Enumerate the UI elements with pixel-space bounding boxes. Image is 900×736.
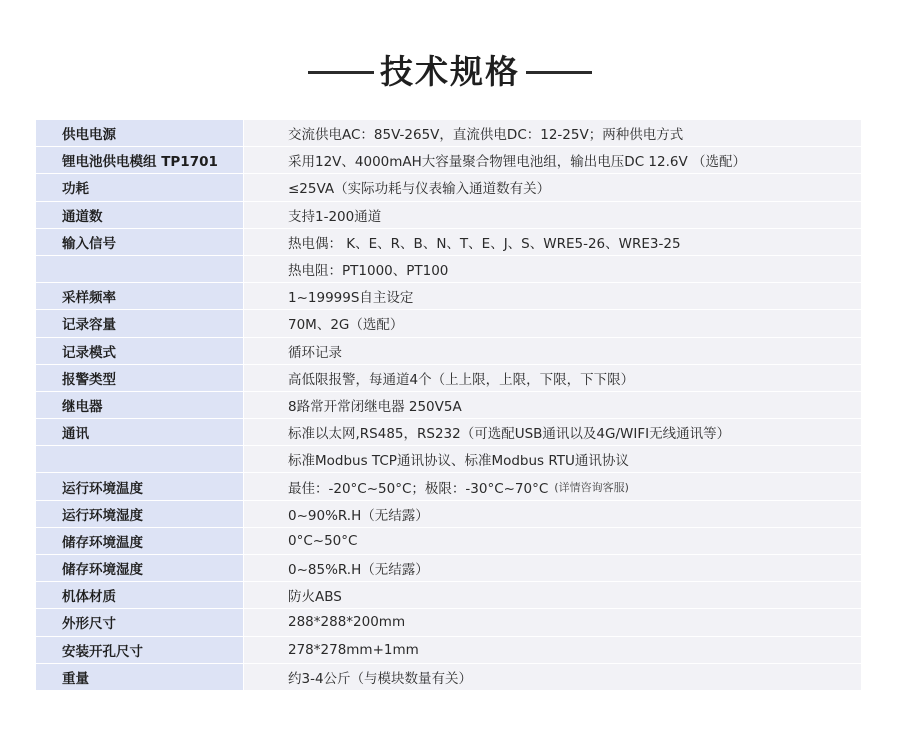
spec-value-text: 70M、2G（选配） xyxy=(288,317,404,334)
spec-value xyxy=(244,528,861,554)
spec-value-text: 交流供电AC：85V-265V，直流供电DC：12-25V；两种供电方式 xyxy=(288,127,684,144)
spec-value xyxy=(244,501,861,527)
spec-label: 报警类型 xyxy=(36,365,243,391)
spec-value-text: ≤25VA（实际功耗与仪表输入通道数有关） xyxy=(288,181,551,198)
table-row xyxy=(36,637,861,664)
spec-label: 记录容量 xyxy=(36,310,243,336)
spec-label: 储存环境温度 xyxy=(36,528,243,554)
spec-table xyxy=(36,120,861,691)
spec-value xyxy=(244,637,861,663)
spec-value xyxy=(244,283,861,309)
spec-label: 通道数 xyxy=(36,202,243,228)
table-row xyxy=(36,582,861,609)
spec-label: 运行环境湿度 xyxy=(36,501,243,527)
spec-label xyxy=(36,446,243,472)
spec-label: 安装开孔尺寸 xyxy=(36,637,243,663)
spec-value xyxy=(244,174,861,200)
table-row xyxy=(36,555,861,582)
spec-label xyxy=(36,256,243,282)
spec-value-text: 0~90%R.H（无结露） xyxy=(288,507,429,524)
spec-value-text: 采用12V、4000mAH大容量聚合物锂电池组，输出电压DC 12.6V （选配） xyxy=(288,154,747,171)
table-row xyxy=(36,419,861,446)
spec-label: 记录模式 xyxy=(36,338,243,364)
spec-value xyxy=(244,582,861,608)
spec-value xyxy=(244,609,861,635)
table-row xyxy=(36,392,861,419)
spec-label: 储存环境湿度 xyxy=(36,555,243,581)
spec-value-text: 标准以太网,RS485，RS232（可选配USB通讯以及4G/WIFI无线通讯等） xyxy=(288,426,731,443)
table-row xyxy=(36,365,861,392)
spec-value-text: 热电阻：PT1000、PT100 xyxy=(288,263,449,280)
table-row xyxy=(36,147,861,174)
spec-value xyxy=(244,310,861,336)
spec-label: 重量 xyxy=(36,664,243,690)
spec-value-text: 循环记录 xyxy=(288,344,342,361)
table-row xyxy=(36,202,861,229)
spec-value-text: 热电偶： K、E、R、B、N、T、E、J、S、WRE5-26、WRE3-25 xyxy=(288,235,681,252)
spec-value-text: 8路常开常闭继电器 250V5A xyxy=(288,398,462,415)
table-row xyxy=(36,501,861,528)
spec-value-text: 标准Modbus TCP通讯协议、标准Modbus RTU通讯协议 xyxy=(288,453,629,470)
spec-value xyxy=(244,419,861,445)
table-row xyxy=(36,446,861,473)
spec-value xyxy=(244,202,861,228)
spec-label: 运行环境温度 xyxy=(36,473,243,499)
spec-value-text: 防火ABS xyxy=(288,589,342,606)
title-left-dash xyxy=(308,71,374,74)
table-row xyxy=(36,310,861,337)
page-title: 技术规格 xyxy=(380,52,520,91)
table-row xyxy=(36,338,861,365)
table-row xyxy=(36,229,861,256)
spec-value xyxy=(244,446,861,472)
spec-label: 外形尺寸 xyxy=(36,609,243,635)
table-row xyxy=(36,664,861,691)
section-title xyxy=(0,40,900,104)
spec-value xyxy=(244,120,861,146)
spec-label: 功耗 xyxy=(36,174,243,200)
spec-label: 锂电池供电模组 TP1701 xyxy=(36,147,243,173)
spec-label: 通讯 xyxy=(36,419,243,445)
spec-value xyxy=(244,256,861,282)
table-row xyxy=(36,528,861,555)
spec-label: 继电器 xyxy=(36,392,243,418)
spec-note: (详情咨询客服) xyxy=(554,480,629,494)
spec-value xyxy=(244,555,861,581)
title-right-dash xyxy=(526,71,592,74)
spec-value xyxy=(244,365,861,391)
spec-value xyxy=(244,664,861,690)
table-row xyxy=(36,174,861,201)
spec-value-text: 278*278mm+1mm xyxy=(288,641,419,658)
spec-value xyxy=(244,392,861,418)
spec-label: 供电电源 xyxy=(36,120,243,146)
spec-value-text: 0°C~50°C xyxy=(288,532,358,549)
spec-value xyxy=(244,147,861,173)
table-row xyxy=(36,120,861,147)
spec-label: 机体材质 xyxy=(36,582,243,608)
spec-value-text: 最佳：-20°C~50°C；极限：-30°C~70°C xyxy=(288,480,549,497)
spec-label: 输入信号 xyxy=(36,229,243,255)
spec-value-text: 1~19999S自主设定 xyxy=(288,290,414,307)
spec-value xyxy=(244,338,861,364)
spec-value-text: 高低限报警，每通道4个（上上限，上限，下限，下下限） xyxy=(288,371,635,388)
table-row xyxy=(36,609,861,636)
table-row xyxy=(36,256,861,283)
spec-value-text: 约3-4公斤（与模块数量有关） xyxy=(288,670,473,687)
spec-label: 采样频率 xyxy=(36,283,243,309)
spec-value xyxy=(244,229,861,255)
table-row xyxy=(36,473,861,500)
spec-value-text: 288*288*200mm xyxy=(288,614,406,631)
spec-value-text: 0~85%R.H（无结露） xyxy=(288,562,429,579)
table-row xyxy=(36,283,861,310)
spec-value-text: 支持1-200通道 xyxy=(288,208,382,225)
spec-value xyxy=(244,473,861,499)
